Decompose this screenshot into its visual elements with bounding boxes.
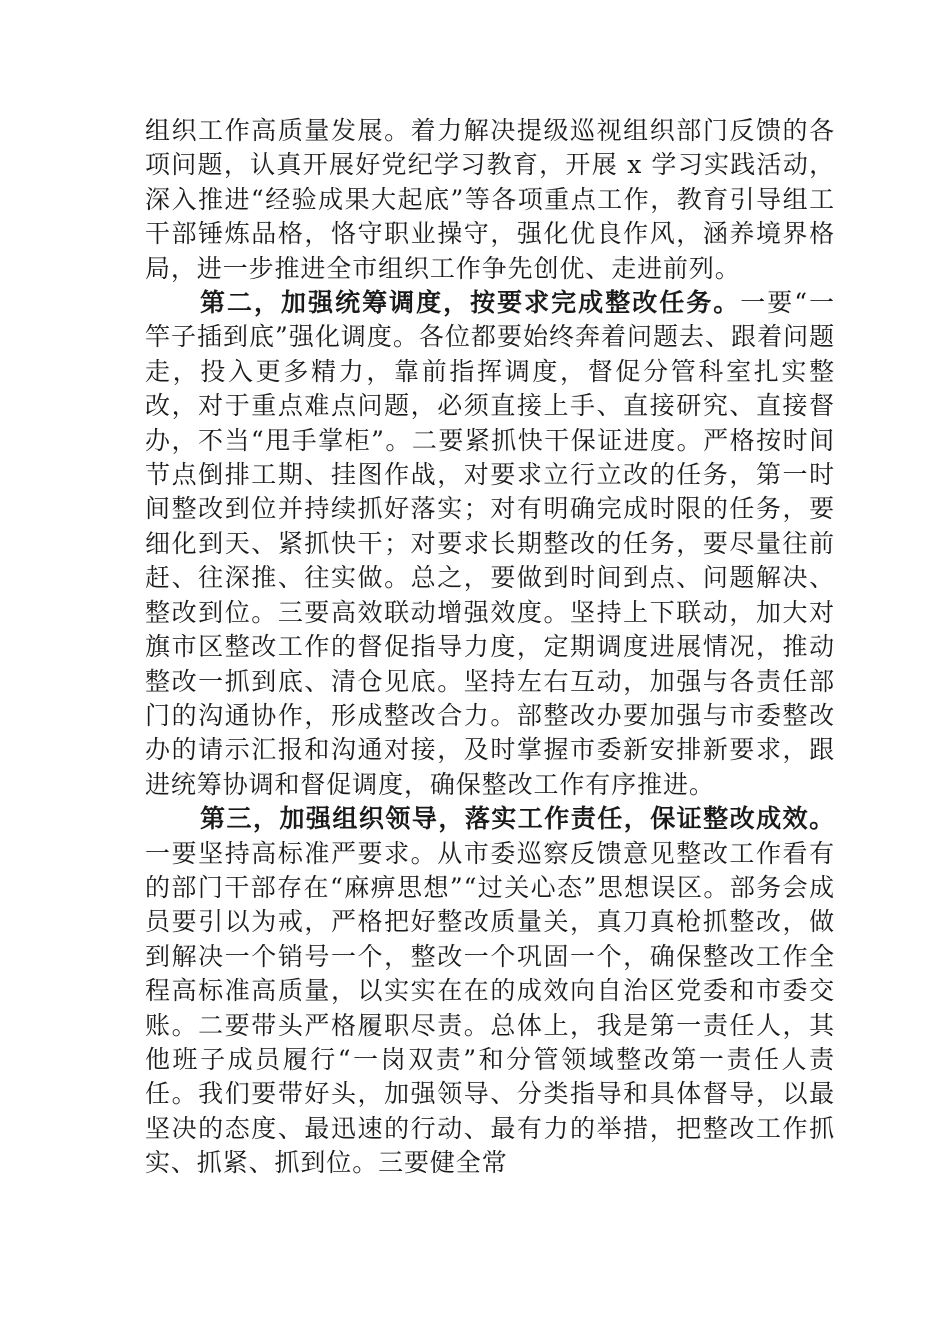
paragraph-3-lead: 第三，加强组织领导，落实工作责任，保证整改成效。 — [200, 804, 835, 834]
document-page — [145, 114, 835, 1181]
paragraph-2 — [145, 286, 835, 802]
paragraph-3-body: 一要坚持高标准严要求。从市委巡察反馈意见整改工作看有的部门干部存在“麻痹思想”“过关心态”思想误区。部务会成员要引以为戒，严格把好整改质量关，真刀真枪抓整改，做到解决一个销号一个，整改一个巩固一个，确保整改工作全程高标准高质量，以实实在在的成效向自治区党委和市委交账。二要带头严格履职尽责。总体上，我是第一责任人，其他班子成员履行“一岗双责”和分管领域整改第一责任人责任。我们要带好头，加强领导、分类指导和具体督导，以最坚决的态度、最迅速的行动、最有力的举措，把整改工作抓实、抓紧、抓到位。三要健全常 — [145, 838, 835, 1178]
paragraph-2-body: 一要“一竿子插到底”强化调度。各位都要始终奔着问题去、跟着问题走，投入更多精力，靠前指挥调度，督促分管科室扎实整改，对于重点难点问题，必须直接上手、直接研究、直接督办，不当“甩手掌柜”。二要紧抓快干保证进度。严格按时间节点倒排工期、挂图作战，对要求立行立改的任务，第一时间整改到位并持续抓好落实；对有明确完成时限的任务，要细化到天、紧抓快干；对要求长期整改的任务，要尽量往前赶、往深推、往实做。总之，要做到时间到点、问题解决、整改到位。三要高效联动增强效度。坚持上下联动，加大对旗市区整改工作的督促指导力度，定期调度进展情况，推动整改一抓到底、清仓见底。坚持左右互动，加强与各责任部门的沟通协作，形成整改合力。部整改办要加强与市委整改办的请示汇报和沟通对接，及时掌握市委新安排新要求，跟进统筹协调和督促调度，确保整改工作有序推进。 — [145, 288, 835, 799]
paragraph-1-body: 组织工作高质量发展。着力解决提级巡视组织部门反馈的各项问题，认真开展好党纪学习教育，开展 x 学习实践活动，深入推进“经验成果大起底”等各项重点工作，教育引导组工干部锤炼品格，恪守职业操守，强化优良作风，涵养境界格局，进一步推进全市组织工作争先创优、走进前列。 — [145, 116, 835, 283]
paragraph-2-lead: 第二，加强统筹调度，按要求完成整改任务。 — [200, 288, 741, 318]
paragraph-3 — [145, 802, 835, 1180]
paragraph-1 — [145, 114, 835, 286]
